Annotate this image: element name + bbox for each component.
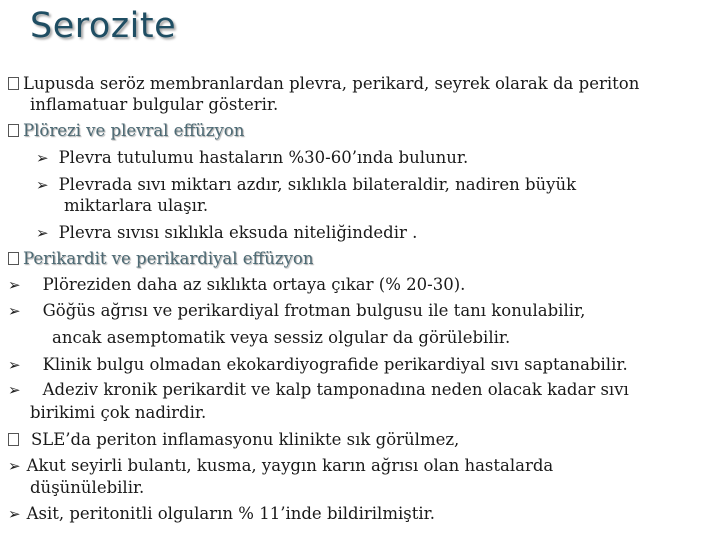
line-continuation [30, 478, 144, 498]
box-bullet-icon [8, 124, 19, 137]
line-text: Plevra sıvısı sıklıkla eksuda niteliğindedir . [58, 223, 418, 242]
sub-bullet [36, 223, 417, 243]
arrow-bullet-icon: ➢ [36, 176, 49, 194]
line-continuation [52, 328, 510, 348]
arrow-bullet-icon: ➢ [36, 149, 49, 167]
slide-title: Serozite [30, 6, 177, 46]
bullet [8, 504, 435, 524]
sub-bullet [36, 148, 468, 168]
arrow-bullet-icon: ➢ [8, 356, 21, 374]
arrow-bullet-icon: ➢ [36, 224, 49, 242]
bullet [8, 275, 465, 295]
line-text: ancak asemptomatik veya sessiz olgular da görülebilir. [52, 328, 511, 347]
bullet [8, 301, 585, 321]
arrow-bullet-icon: ➢ [8, 276, 21, 294]
line-continuation [30, 403, 206, 423]
heading-text: Plörezi ve plevral effüzyon [23, 121, 245, 140]
arrow-bullet-icon: ➢ [8, 381, 21, 399]
line-text: SLE’da periton inflamasyonu klinikte sık görülmez, [31, 430, 460, 449]
line-text: miktarlara ulaşır. [64, 196, 209, 215]
bullet [8, 456, 553, 476]
line-text: Lupusda seröz membranlardan plevra, perikard, seyrek olarak da periton [23, 74, 640, 93]
bullet-periton [8, 430, 459, 450]
arrow-bullet-icon: ➢ [8, 457, 21, 475]
sub-bullet [36, 175, 576, 195]
box-bullet-icon [8, 433, 19, 446]
line-text: Plöreziden daha az sıklıkta ortaya çıkar (% 20-30). [42, 275, 466, 294]
line-text: Asit, peritonitli olguların % 11’inde bildirilmiştir. [26, 504, 435, 523]
heading-text: Perikardit ve perikardiyal effüzyon [23, 249, 314, 268]
line-text: Göğüs ağrısı ve perikardiyal frotman bulgusu ile tanı konulabilir, [42, 301, 586, 320]
box-bullet-icon [8, 252, 19, 265]
line-text: Akut seyirli bulantı, kusma, yaygın karın ağrısı olan hastalarda [26, 456, 554, 475]
line-text: Plevra tutulumu hastaların %30-60’ında bulunur. [58, 148, 469, 167]
line-continuation [64, 196, 208, 216]
line-text: inflamatuar bulgular gösterir. [30, 95, 279, 114]
bullet [8, 380, 629, 400]
section-heading-pleurisy [8, 121, 244, 141]
line-text: birikimi çok nadirdir. [30, 403, 207, 422]
box-bullet-icon [8, 77, 19, 90]
section-heading-pericarditis [8, 249, 313, 269]
arrow-bullet-icon: ➢ [8, 505, 21, 523]
arrow-bullet-icon: ➢ [8, 302, 21, 320]
line-continuation [30, 95, 278, 115]
line-text: Plevrada sıvı miktarı azdır, sıklıkla bilateraldir, nadiren büyük [58, 175, 577, 194]
line-text: Adeziv kronik perikardit ve kalp tamponadına neden olacak kadar sıvı [42, 380, 629, 399]
line-text: düşünülebilir. [30, 478, 145, 497]
line-text: Klinik bulgu olmadan ekokardiyografide perikardiyal sıvı saptanabilir. [42, 355, 628, 374]
bullet-lupus-serous [8, 74, 639, 94]
bullet [8, 355, 628, 375]
